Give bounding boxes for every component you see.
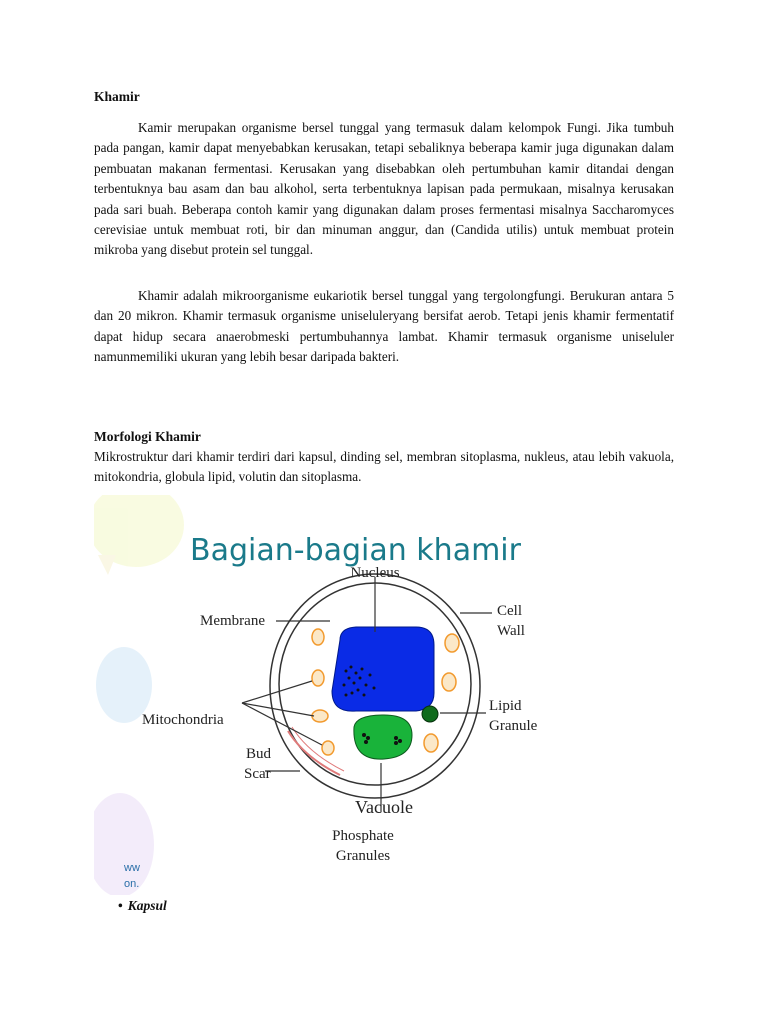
label-cell-wall-2: Wall: [497, 623, 525, 639]
heading-khamir: Khamir: [94, 89, 140, 104]
yeast-diagram: [94, 495, 614, 895]
watermark-text-1: ww: [124, 862, 140, 874]
bullet-kapsul: [118, 898, 167, 914]
label-nucleus: Nucleus: [350, 565, 400, 581]
heading-morfologi: Morfologi Khamir: [94, 429, 201, 444]
label-mitochondria: Mitochondria: [142, 712, 224, 728]
label-phosphate-1: Phosphate: [332, 828, 394, 844]
bullet-label: Kapsul: [127, 898, 167, 913]
decorative-balloons: [94, 495, 184, 895]
label-vacuole: Vacuole: [355, 797, 413, 817]
vacuole: [354, 715, 412, 759]
watermark-text-2: on.: [124, 878, 140, 890]
label-cell-wall-1: Cell: [497, 603, 522, 619]
label-bud-2: Scar: [244, 766, 271, 782]
label-bud-1: Bud: [246, 746, 272, 762]
label-phosphate-2: Granules: [335, 848, 391, 864]
nucleus: [332, 627, 434, 711]
paragraph-khamir-1: Kamir merupakan organisme bersel tunggal yang termasuk dalam kelompok Fungi. Jika tumbuh pada pangan, kamir dapat menyebabkan kerusakan, tetapi sebaliknya beberapa kamir juga digunakan dalam pembuatan makanan fermentasi. Kerusakan yang disebabkan oleh pertumbuhan kamir ditandai dengan terbentuknya bau asam dan bau alkohol, serta terbentuknya lapisan pada permukaan, misalnya kerusakan pada sari buah. Beberapa contoh kamir yang digunakan dalam proses fermentasi misalnya Saccharomyces cerevisiae untuk membuat roti, bir dan minuman anggur, dan (Candida utilis) untuk membuat protein mikroba yang disebut protein sel tunggal.: [94, 120, 674, 258]
paragraph-khamir-2: Khamir adalah mikroorganisme eukariotik bersel tunggal yang tergolongfungi. Berukuran antara 5 dan 20 mikron. Khamir termasuk organisme uniseluleryang bersifat aerob. Tetapi jenis khamir fermentatif dapat hidup secara anaerobmeski pertumbuhannya lambat. Khamir termasuk organisme uniseluler namunmemiliki ukuran yang lebih besar daripada bakteri.: [94, 288, 674, 365]
label-lipid-2: Granule: [489, 718, 538, 734]
lipid-granule: [422, 706, 438, 722]
label-membrane: Membrane: [200, 613, 265, 629]
bullet-dot-icon: •: [118, 898, 123, 913]
paragraph-morfologi: Mikrostruktur dari khamir terdiri dari kapsul, dinding sel, membran sitoplasma, nukleus, atau lebih vakuola, mitokondria, globula lipid, volutin dan sitoplasma.: [94, 449, 674, 485]
diagram-title: Bagian-bagian khamir: [190, 533, 521, 568]
label-lipid-1: Lipid: [489, 698, 522, 714]
yeast-diagram-figure: [94, 495, 614, 895]
